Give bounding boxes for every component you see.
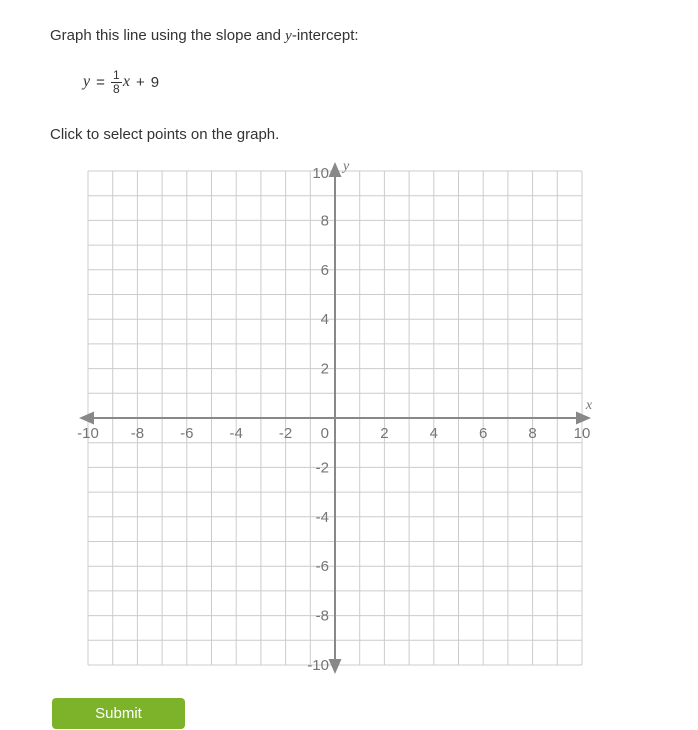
intercept-constant: 9: [150, 73, 160, 91]
x-tick-label: -2: [278, 425, 293, 442]
prompt-text-after: -intercept:: [291, 27, 359, 44]
x-axis-label: x: [585, 398, 593, 413]
x-tick-label: 2: [380, 425, 389, 442]
fraction-numerator: 1: [113, 67, 120, 82]
equation-lhs: y: [83, 73, 91, 90]
y-tick-label: 2: [320, 360, 329, 378]
y-tick-label: 4: [320, 311, 329, 329]
y-tick-label: -10: [307, 657, 329, 674]
x-tick-label: 8: [528, 425, 537, 442]
equation: [83, 62, 165, 102]
y-tick-label: 10: [312, 165, 329, 182]
prompt-text-before: Graph this line using the slope and: [50, 27, 286, 44]
y-tick-label: -2: [315, 459, 329, 477]
x-axis-arrow-right: [576, 412, 591, 425]
y-tick-label: -6: [315, 558, 329, 576]
plus-sign: +: [135, 73, 145, 91]
y-tick-label: 8: [320, 212, 329, 230]
fraction-denominator: 8: [113, 81, 120, 96]
coordinate-grid[interactable]: [74, 157, 596, 679]
equals-sign: =: [96, 73, 105, 91]
instruction-text: Click to select points on the graph.: [50, 126, 280, 143]
x-tick-label: -10: [77, 425, 99, 442]
x-tick-label: -6: [180, 425, 194, 442]
x-tick-label: -4: [229, 425, 243, 442]
y-axis-arrow-up: [329, 162, 342, 177]
x-tick-label: 6: [479, 425, 488, 442]
x-tick-label: 4: [429, 425, 438, 442]
y-tick-label: 6: [320, 261, 329, 279]
y-tick-label: -8: [315, 607, 329, 625]
problem-prompt: [50, 27, 698, 45]
x-tick-label: 10: [573, 425, 591, 442]
y-axis-arrow-down: [329, 659, 342, 674]
x-tick-label: 0: [320, 425, 329, 442]
y-tick-label: -4: [315, 508, 329, 526]
graph-area: [74, 157, 698, 679]
submit-button[interactable]: Submit: [52, 698, 185, 729]
fraction: [111, 69, 122, 96]
y-axis-label: y: [343, 159, 350, 174]
equation-variable-x: x: [122, 73, 130, 90]
prompt-variable-y: y: [285, 28, 292, 44]
x-tick-label: -8: [130, 425, 145, 442]
slope-term: [111, 69, 130, 96]
x-axis-arrow-left: [79, 412, 94, 425]
